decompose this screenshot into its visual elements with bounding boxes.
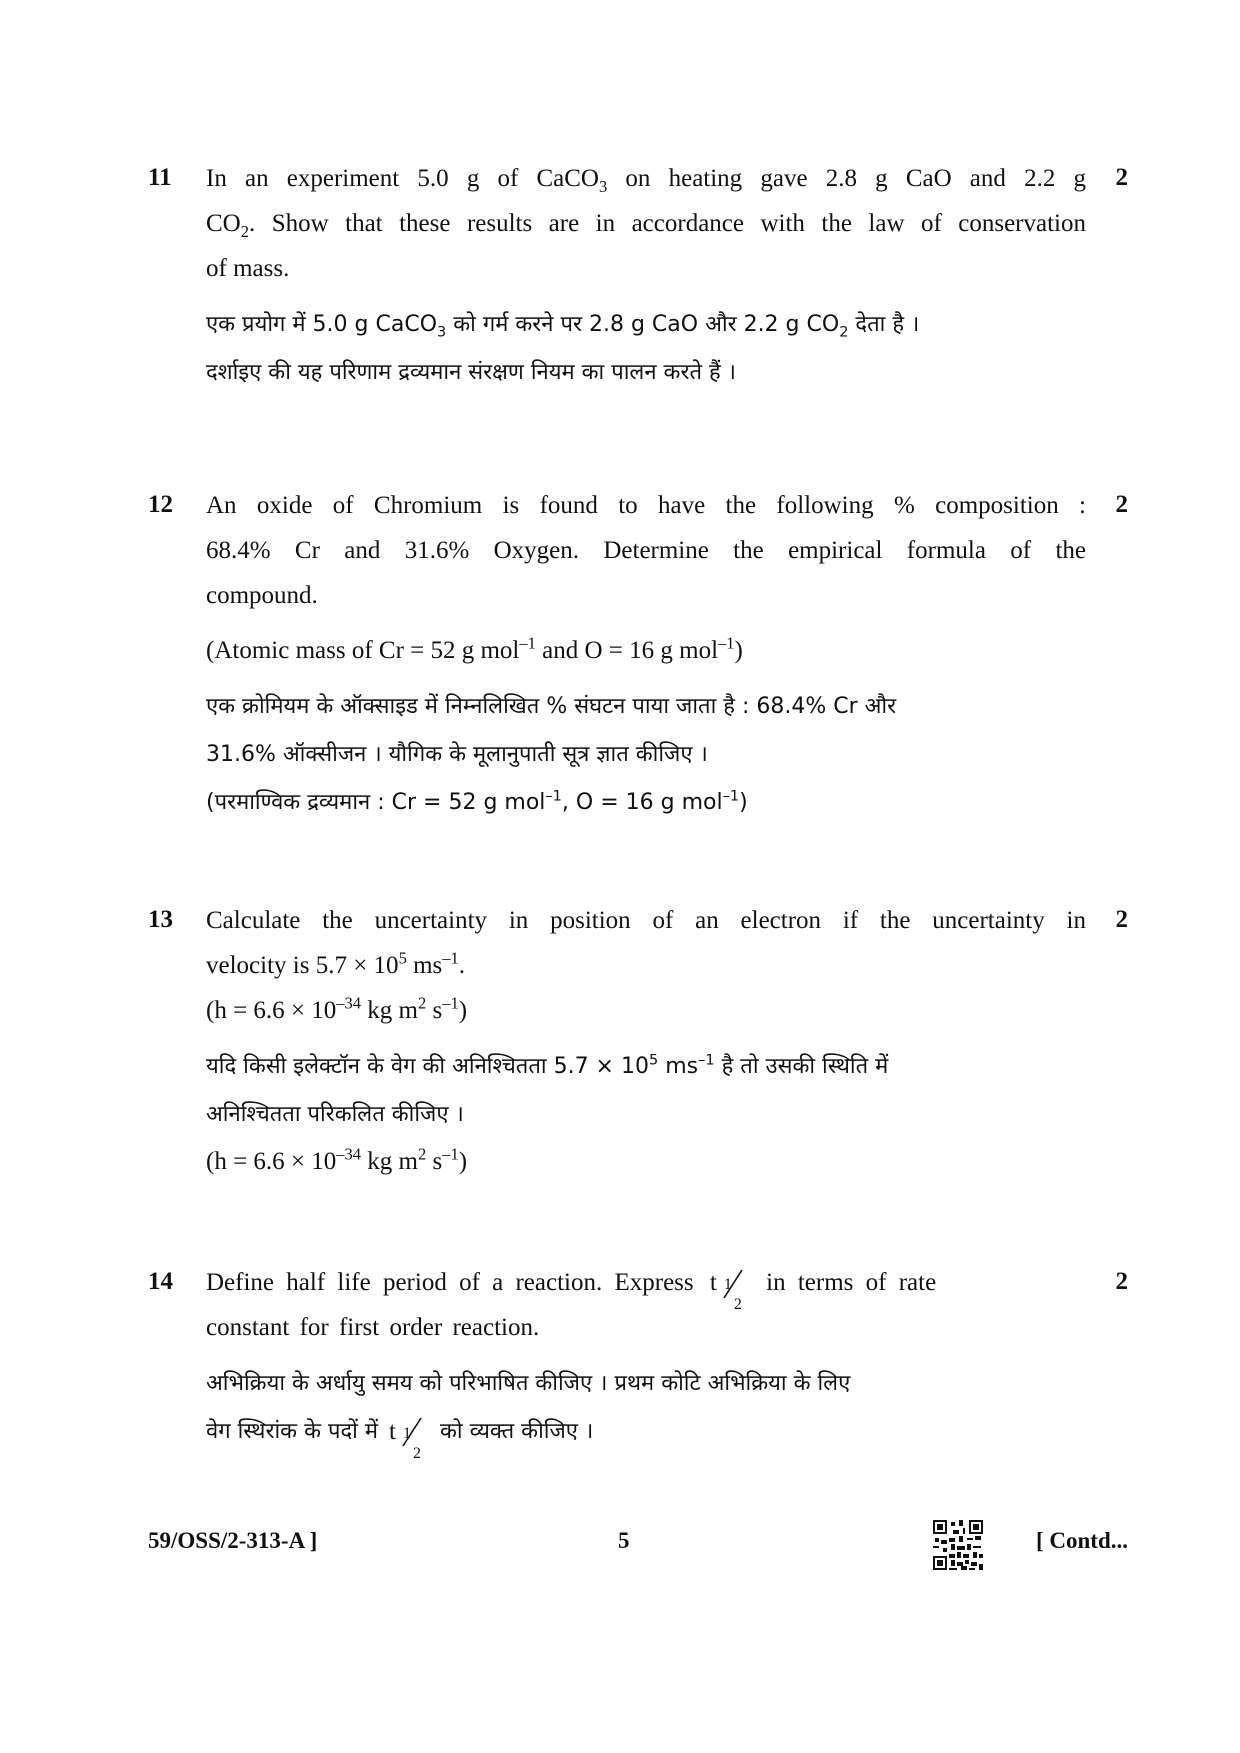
english-line: In an experiment 5.0 g of CaCO$_3$ on heating gave 2.8 g CaO and 2.2 g — [206, 165, 1087, 196]
question-number: 12 — [148, 491, 173, 518]
english-line: 68.4% Cr and 31.6% Oxygen. Determine the empirical formula of the — [206, 537, 1086, 564]
hindi-line: यदि किसी इलेक्टॉन के वेग की अनिश्चितता $5.7 \times 10^5$ $ms^{-1}$ है तो उसकी स्थिति में — [206, 1052, 889, 1079]
english-line: constant for first order reaction. — [206, 1314, 540, 1341]
continued-label: [ Contd... — [1035, 1528, 1128, 1553]
hindi-line: 31.6% ऑक्सीजन । यौगिक के मूलानुपाती सूत्र ज्ञात कीजिए । — [206, 742, 708, 767]
paper-code: 59/OSS/2-313-A ] — [148, 1528, 318, 1553]
question-number: 11 — [148, 164, 172, 191]
question-marks: 2 — [1115, 1268, 1128, 1295]
hindi-line: अभिक्रिया के अर्धायु समय को परिभाषित कीजिए । प्रथम कोटि अभिक्रिया के लिए — [206, 1371, 851, 1396]
hindi-line: दर्शाइए की यह परिणाम द्रव्यमान संरक्षण नियम का पालन करते हैं । — [206, 360, 736, 385]
given-data: (Atomic mass of Cr = 52 g mol$^{-1}$ and O = 16 g mol$^{-1}$) — [206, 633, 743, 664]
question-body — [206, 898, 1086, 1184]
english-line: $CO_2$. Show that these results are in accordance with the law of conservation — [206, 210, 1086, 241]
question-marks: 2 — [1115, 906, 1128, 933]
english-line: Define half life period of a reaction. Express t 1 2 in terms of rate — [206, 1260, 1086, 1305]
half-life-symbol: t 1 2 — [709, 1269, 742, 1313]
given-data: ($h = 6.6 \times 10^{-34}$ kg $m^2$ $s^{-1}$) — [206, 993, 468, 1024]
question-body — [206, 1260, 1086, 1462]
hindi-line: वेग स्थिरांक के पदों में t 1 2 को व्यक्त कीजिए । — [206, 1408, 1086, 1456]
page-number: 5 — [618, 1528, 630, 1553]
question-number: 13 — [148, 906, 173, 933]
question-body — [206, 483, 1086, 827]
english-line: velocity is $5.7 \times 10^5$ $ms^{-1}$. — [206, 948, 465, 979]
qr-code-icon — [933, 1520, 983, 1570]
half-life-symbol: t 1 2 — [388, 1418, 421, 1462]
hindi-line: एक क्रोमियम के ऑक्साइड में निम्नलिखित % संघटन पाया जाता है : 68.4% Cr और — [206, 694, 897, 719]
given-data-hindi: ($h = 6.6 \times 10^{-34}$ kg $m^2$ $s^{-1}$) — [206, 1144, 468, 1175]
question-marks: 2 — [1115, 164, 1128, 191]
english-line: of mass. — [206, 255, 290, 282]
hindi-line: अनिश्चितता परिकलित कीजिए । — [206, 1102, 464, 1127]
english-line: An oxide of Chromium is found to have the following % composition : — [206, 492, 1086, 519]
question-body — [206, 156, 1086, 397]
page-footer — [148, 1520, 1128, 1580]
english-line: compound. — [206, 582, 318, 609]
english-line: Calculate the uncertainty in position of an electron if the uncertainty in — [206, 907, 1086, 934]
given-data-hindi: (परमाण्विक द्रव्यमान : Cr = 52 g mol$^{-1}$, O = 16 g mol$^{-1}$) — [206, 788, 748, 815]
hindi-line: एक प्रयोग में 5.0 g CaCO$_3$ को गर्म करने पर 2.8 g CaO और 2.2 g $CO_2$ देता है । — [206, 312, 920, 341]
question-marks: 2 — [1115, 491, 1128, 518]
question-number: 14 — [148, 1268, 173, 1295]
